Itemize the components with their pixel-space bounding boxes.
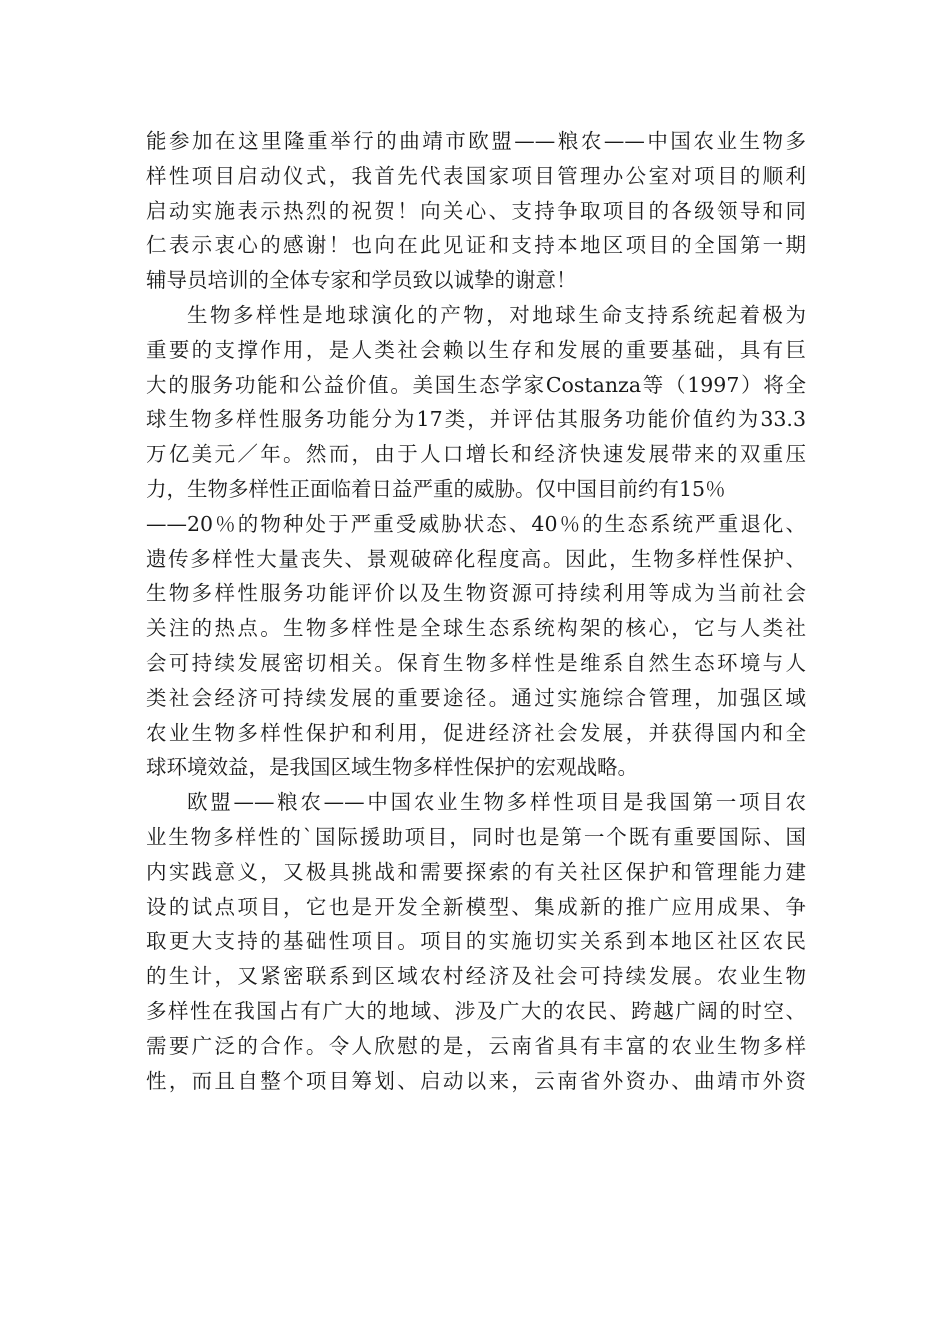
- document-body: [146, 124, 806, 1098]
- text-line: 业生物多样性的`国际援助项目，同时也是第一个既有重要国际、国: [146, 824, 806, 849]
- text-line: 的生计，又紧密联系到区域农村经济及社会可持续发展。农业生物: [146, 964, 806, 989]
- paragraph-opening: [146, 124, 806, 298]
- text-line: 类社会经济可持续发展的重要途径。通过实施综合管理，加强区域: [146, 685, 806, 710]
- text-line: 球生物多样性服务功能分为17类，并评估其服务功能价值约为33.3: [146, 407, 806, 432]
- text-line: 能参加在这里隆重举行的曲靖市欧盟——粮农——中国农业生物多: [146, 129, 806, 153]
- text-line: 辅导员培训的全体专家和学员致以诚挚的谢意！: [146, 268, 577, 293]
- text-line: ——20％的物种处于严重受威胁状态、40％的生态系统严重退化、: [146, 511, 806, 536]
- paragraph-project: [146, 785, 806, 1098]
- text-line: 欧盟——粮农——中国农业生物多样性项目是我国第一项目农: [187, 790, 806, 815]
- text-line: 大的服务功能和公益价值。美国生态学家Costanza等（1997）将全: [146, 372, 806, 397]
- text-line: 设的试点项目，它也是开发全新模型、集成新的推广应用成果、争: [146, 894, 806, 919]
- text-line: 多样性在我国占有广大的地域、涉及广大的农民、跨越广阔的时空、: [146, 998, 806, 1023]
- text-line: 启动实施表示热烈的祝贺！向关心、支持争取项目的各级领导和同: [146, 198, 806, 223]
- text-line: 会可持续发展密切相关。保育生物多样性是维系自然生态环境与人: [146, 650, 806, 675]
- text-line: 万亿美元／年。然而，由于人口增长和经济快速发展带来的双重压: [146, 442, 806, 467]
- paragraph-biodiversity: [146, 298, 806, 785]
- text-line: 需要广泛的合作。令人欣慰的是，云南省具有丰富的农业生物多样: [146, 1033, 806, 1058]
- text-line: 样性项目启动仪式，我首先代表国家项目管理办公室对项目的顺利: [146, 163, 806, 188]
- text-line: 内实践意义，又极具挑战和需要探索的有关社区保护和管理能力建: [146, 859, 806, 884]
- text-line: 重要的支撑作用，是人类社会赖以生存和发展的重要基础，具有巨: [146, 337, 806, 362]
- text-line: 遗传多样性大量丧失、景观破碎化程度高。因此，生物多样性保护、: [146, 546, 806, 571]
- text-line: 仁表示衷心的感谢！也向在此见证和支持本地区项目的全国第一期: [146, 233, 806, 258]
- text-line: 取更大支持的基础性项目。项目的实施切实关系到本地区社区农民: [146, 929, 806, 954]
- text-line: 生物多样性是地球演化的产物，对地球生命支持系统起着极为: [187, 302, 806, 327]
- text-line: 力，生物多样性正面临着日益严重的威胁。仅中国目前约有15％: [146, 476, 726, 501]
- text-line: 性，而且自整个项目筹划、启动以来，云南省外资办、曲靖市外资: [146, 1068, 806, 1093]
- text-line: 关注的热点。生物多样性是全球生态系统构架的核心，它与人类社: [146, 616, 806, 641]
- text-line: 生物多样性服务功能评价以及生物资源可持续利用等成为当前社会: [146, 581, 806, 606]
- text-line: 球环境效益，是我国区域生物多样性保护的宏观战略。: [146, 755, 638, 780]
- text-line: 农业生物多样性保护和利用，促进经济社会发展，并获得国内和全: [146, 720, 806, 745]
